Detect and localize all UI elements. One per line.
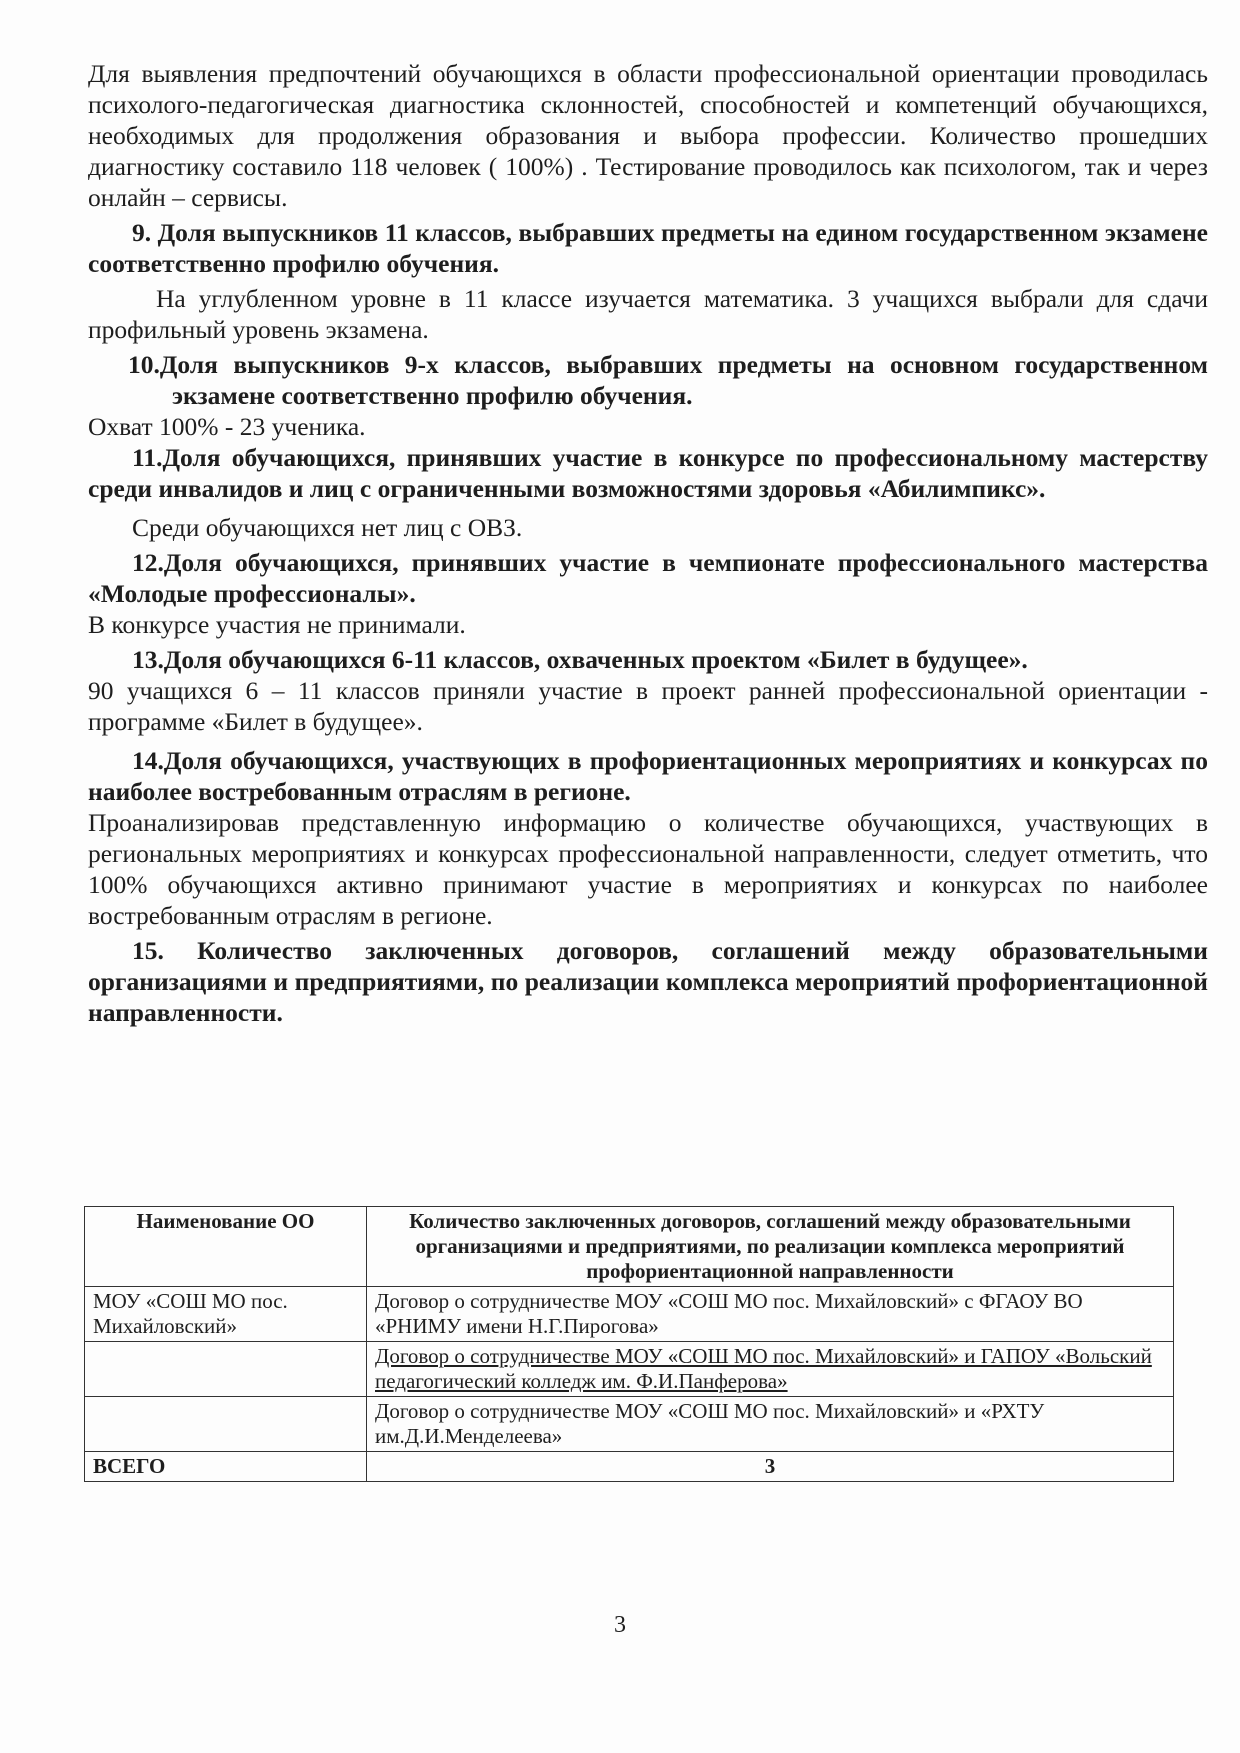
section-9-body: На углубленном уровне в 11 классе изучается математика. 3 учащихся выбрали для сдачи профильный уровень экзамена. — [88, 284, 1208, 344]
table-row — [85, 1397, 1174, 1452]
section-13-body: 90 учащихся 6 – 11 классов приняли участие в проект ранней профессиональной ориентации - программе «Билет в будущее». — [88, 676, 1208, 736]
total-label: ВСЕГО — [85, 1452, 367, 1482]
section-15-heading: 15. Количество заключенных договоров, соглашений между образовательными организациями и предприятиями, по реализации комплекса мероприятий профориентационной направленности. — [88, 936, 1208, 1027]
org-cell — [85, 1397, 367, 1452]
intro-paragraph: Для выявления предпочтений обучающихся в области профессиональной ориентации проводилась психолого-педагогическая диагностика склонностей, способностей и компетенций обучающихся, необходимых для продолжения образования и выбора профессии. Количество прошедших диагностику составило 118 человек ( 100%) . Тестирование проводилось как психологом, так и через онлайн – сервисы. — [88, 59, 1208, 212]
section-10-heading: 10.Доля выпускников 9-х классов, выбравших предметы на основном государственном экзамене соответственно профилю обучения. — [128, 350, 1208, 410]
contract-cell: Договор о сотрудничестве МОУ «СОШ МО пос. Михайловский» и ГАПОУ «Вольский педагогический колледж им. Ф.И.Панферова» — [367, 1342, 1174, 1397]
header-contracts-count: Количество заключенных договоров, соглашений между образовательными организациями и предприятиями, по реализации комплекса мероприятий профориентационной направленности — [367, 1207, 1174, 1287]
total-value: 3 — [367, 1452, 1174, 1482]
table-row — [85, 1342, 1174, 1397]
section-13-heading: 13.Доля обучающихся 6-11 классов, охваченных проектом «Билет в будущее». — [132, 645, 1028, 674]
org-cell — [85, 1342, 367, 1397]
org-cell: МОУ «СОШ МО пос. Михайловский» — [85, 1287, 367, 1342]
document-page — [88, 58, 1208, 1028]
table-header-row — [85, 1207, 1174, 1287]
section-12-body: В конкурсе участия не принимали. — [88, 610, 466, 639]
section-11-heading: 11.Доля обучающихся, принявших участие в конкурсе по профессиональному мастерству среди инвалидов и лиц с ограниченными возможностями здоровья «Абилимпикс». — [88, 443, 1208, 503]
section-11-body: Среди обучающихся нет лиц с ОВЗ. — [132, 513, 523, 542]
page-number: 3 — [614, 1612, 626, 1638]
section-10-body: Охват 100% - 23 ученика. — [88, 412, 366, 441]
contract-cell: Договор о сотрудничестве МОУ «СОШ МО пос. Михайловский» и «РХТУ им.Д.И.Менделеева» — [367, 1397, 1174, 1452]
contracts-table — [84, 1206, 1174, 1482]
header-org-name: Наименование ОО — [85, 1207, 367, 1287]
section-9-heading: 9. Доля выпускников 11 классов, выбравших предметы на едином государственном экзамене соответственно профилю обучения. — [88, 218, 1208, 278]
table-total-row — [85, 1452, 1174, 1482]
section-12-heading: 12.Доля обучающихся, принявших участие в чемпионате профессионального мастерства «Молодые профессионалы». — [88, 548, 1208, 608]
section-14-heading: 14.Доля обучающихся, участвующих в профориентационных мероприятиях и конкурсах по наиболее востребованным отраслям в регионе. — [88, 746, 1208, 806]
section-14-body: Проанализировав представленную информацию о количестве обучающихся, участвующих в региональных мероприятиях и конкурсах профессиональной направленности, следует отметить, что 100% обучающихся активно принимают участие в мероприятиях и конкурсах по наиболее востребованным отраслям в регионе. — [88, 808, 1208, 930]
table-row — [85, 1287, 1174, 1342]
contract-cell: Договор о сотрудничестве МОУ «СОШ МО пос. Михайловский» с ФГАОУ ВО «РНИМУ имени Н.Г.Пирогова» — [367, 1287, 1174, 1342]
